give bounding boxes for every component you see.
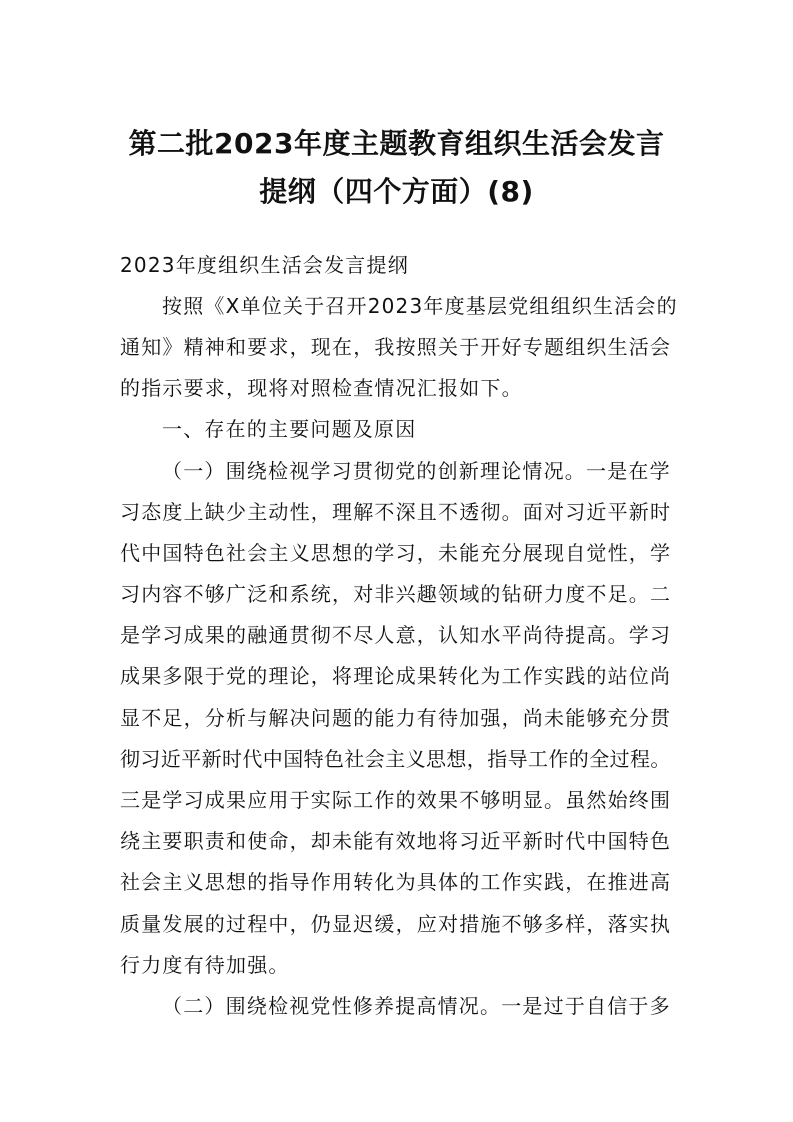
paragraph-line: 绕主要职责和使命，却未能有效地将习近平新时代中国特色 [120,829,672,853]
paragraph-line: 行力度有待加强。 [120,953,290,977]
paragraph-line: 通知》精神和要求，现在，我按照关于开好专题组织生活会 [120,335,672,359]
paragraph-line: （一）围绕检视学习贯彻党的创新理论情况。一是在学 [162,459,671,483]
paragraph-line: 的指示要求，现将对照检查情况汇报如下。 [120,376,523,400]
paragraph-line: 习内容不够广泛和系统，对非兴趣领域的钻研力度不足。二 [120,582,672,606]
paragraph-line: 代中国特色社会主义思想的学习，未能充分展现自觉性，学 [120,541,672,565]
paragraph-line: 彻习近平新时代中国特色社会主义思想，指导工作的全过程。 [120,747,671,771]
paragraph-line: 是学习成果的融通贯彻不尽人意，认知水平尚待提高。学习 [120,623,672,647]
paragraph-line: 显不足，分析与解决问题的能力有待加强，尚未能够充分贯 [120,706,672,730]
paragraph-line: 成果多限于党的理论，将理论成果转化为工作实践的站位尚 [120,664,672,688]
paragraph-line: 社会主义思想的指导作用转化为具体的工作实践，在推进高 [120,870,672,894]
paragraph-line: 质量发展的过程中，仍显迟缓，应对措施不够多样，落实执 [120,912,672,936]
paragraph-line: 习态度上缺少主动性，理解不深且不透彻。面对习近平新时 [120,500,672,524]
section-heading: 一、存在的主要问题及原因 [162,417,417,441]
paragraph-line: 三是学习成果应用于实际工作的效果不够明显。虽然始终围 [120,788,672,812]
subtitle-line: 2023年度组织生活会发言提纲 [120,253,409,277]
paragraph-line: （二）围绕检视党性修养提高情况。一是过于自信于多 [162,994,671,1018]
paragraph-line: 按照《X单位关于召开2023年度基层党组组织生活会的 [162,294,678,318]
document-title-line-1: 第二批2023年度主题教育组织生活会发言 [128,127,665,160]
document-title-line-2: 提纲（四个方面）(8) [259,175,534,208]
